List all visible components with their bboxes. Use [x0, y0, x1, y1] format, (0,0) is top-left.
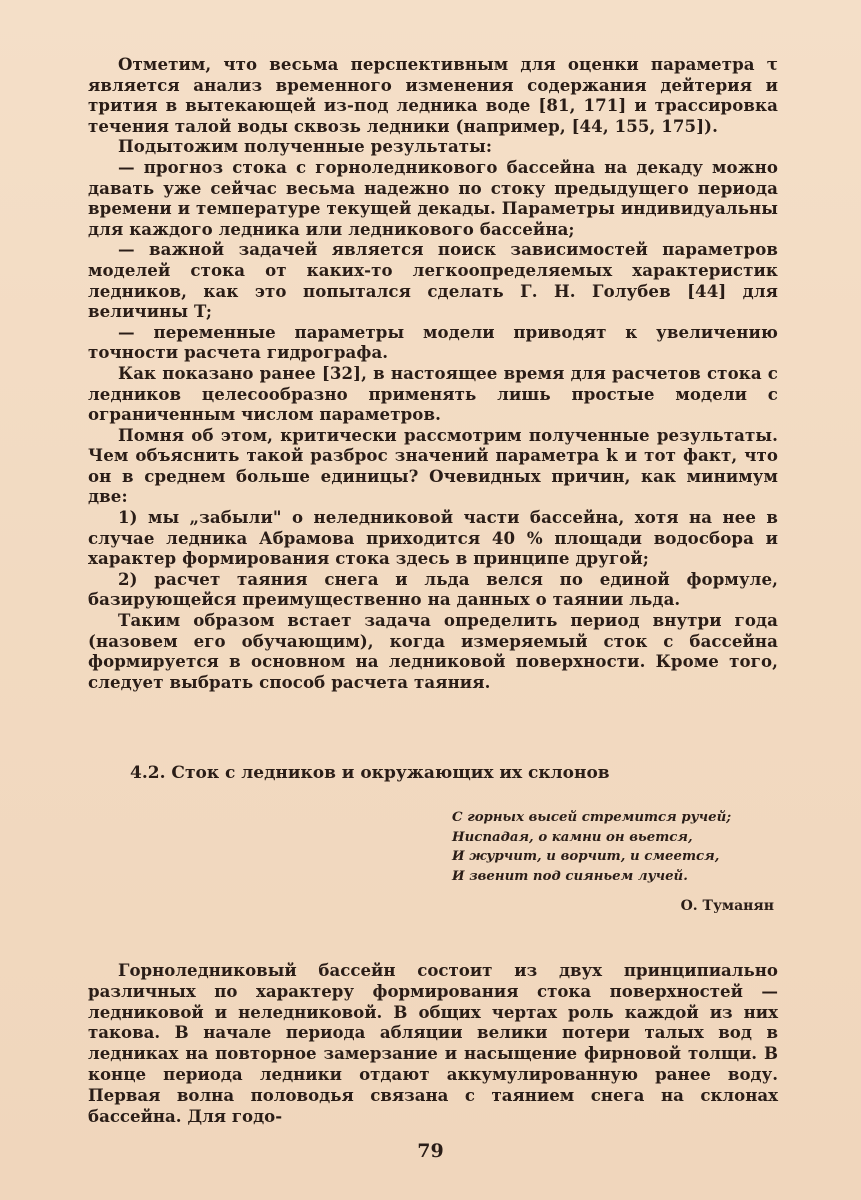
- paragraph: Таким образом встает задача определить период внутри года (назовем его обучающим), когда измеряемый сток с бассейна формируется в основном на ледниковой поверхности. Кроме того, следует выбрать способ расчета таяния.: [88, 610, 778, 692]
- paragraph: — важной задачей является поиск зависимостей параметров моделей стока от каких-то легкоопределяемых характеристик ледников, как это попытался сделать Г. Н. Голубев [44] для величины T;: [88, 239, 778, 322]
- page-number: 79: [417, 1140, 444, 1162]
- paragraph: — переменные параметры модели приводят к увеличению точности расчета гидрографа.: [88, 321, 778, 363]
- section-heading: 4.2. Сток с ледников и окружающих их склонов: [130, 763, 610, 783]
- epigraph-line: И звенит под сияньем лучей.: [452, 868, 688, 884]
- epigraph: [452, 808, 772, 886]
- epigraph-line: Ниспадая, о камни он вьется,: [452, 829, 693, 845]
- paragraph: 1) мы „забыли" о неледниковой части бассейна, хотя на нее в случае ледника Абрамова приходится 40 % площади водосбора и характер формирования стока здесь в принципе другой;: [88, 507, 778, 569]
- paragraph: Горноледниковый бассейн состоит из двух принципиально различных по характеру формирования стока поверхностей — ледниковой и неледниковой. В общих чертах роль каждой из них такова. В начале периода абляции велики потери талых вод в ледниках на повторное замерзание и насыщение фирновой толщи. В конце периода ледники отдают аккумулированную ранее воду. Первая волна половодья связана с таянием снега на склонах бассейна. Для годо-: [88, 960, 778, 1126]
- body-text-top: [88, 54, 778, 692]
- body-text-section: [88, 960, 778, 1126]
- epigraph-author: О. Туманян: [680, 898, 774, 914]
- epigraph-line: С горных высей стремится ручей;: [452, 810, 732, 825]
- paragraph: 2) расчет таяния снега и льда велся по единой формуле, базирующейся преимущественно на данных о таянии льда.: [88, 568, 778, 610]
- paragraph: Подытожим полученные результаты:: [118, 136, 493, 157]
- paragraph: Как показано ранее [32], в настоящее время для расчетов стока с ледников целесообразно применять лишь простые модели с ограниченным числом параметров.: [88, 362, 778, 425]
- paragraph: Отметим, что весьма перспективным для оценки параметра τ является анализ временного изменения содержания дейтерия и трития в вытекающей из-под ледника воде [81, 171] и трассировка течения талой воды сквозь ледники (например, [44, 155, 175]).: [88, 54, 778, 136]
- paragraph: — прогноз стока с горноледникового бассейна на декаду можно давать уже сейчас весьма надежно по стоку предыдущего периода времени и температуре текущей декады. Параметры индивидуальны для каждого ледника или ледникового бассейна;: [88, 156, 778, 239]
- epigraph-line: И журчит, и ворчит, и смеется,: [452, 849, 720, 864]
- paragraph: Помня об этом, критически рассмотрим полученные результаты. Чем объяснить такой разброс значений параметра k и тот факт, что он в среднем больше единицы? Очевидных причин, как минимум две:: [88, 424, 778, 507]
